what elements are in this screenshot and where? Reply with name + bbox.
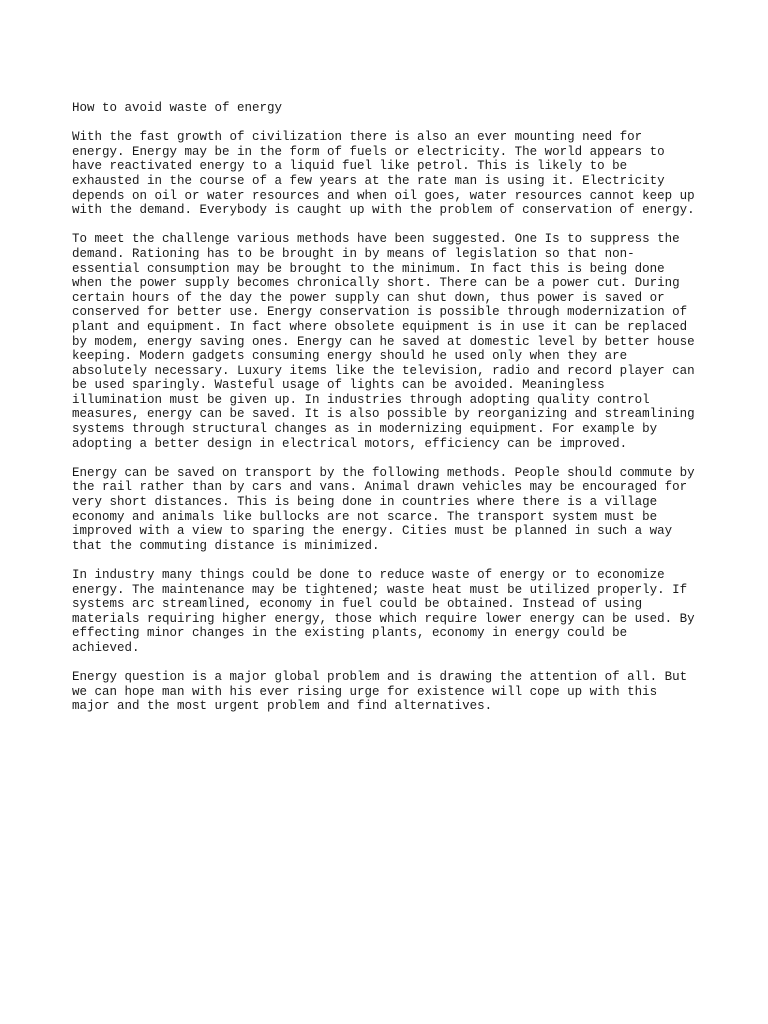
paragraph-line: Energy question is a major global problem and is drawing the attention of all. But xyxy=(72,670,688,685)
paragraph-line: with the demand. Everybody is caught up with the problem of conservation of energy. xyxy=(72,203,695,218)
paragraph-line: certain hours of the day the power supply can shut down, thus power is saved or xyxy=(72,290,665,305)
paragraph xyxy=(72,466,712,554)
paragraph-line: improved with a view to sparing the energy. Cities must be planned in such a way xyxy=(72,524,673,539)
paragraph-line: Energy can be saved on transport by the following methods. People should commute by xyxy=(72,465,695,480)
paragraph-line: measures, energy can be saved. It is also possible by reorganizing and streamlining xyxy=(72,407,695,422)
paragraph-line: by modem, energy saving ones. Energy can he saved at domestic level by better house xyxy=(72,334,695,349)
paragraph-line: illumination must be given up. In industries through adopting quality control xyxy=(72,392,650,407)
paragraph-line: effecting minor changes in the existing plants, economy in energy could be xyxy=(72,626,628,641)
paragraph-line: conserved for better use. Energy conservation is possible through modernization of xyxy=(72,305,688,320)
paragraph-line: economy and animals like bullocks are not scarce. The transport system must be xyxy=(72,509,658,524)
paragraph-line: the rail rather than by cars and vans. Animal drawn vehicles may be encouraged for xyxy=(72,480,688,495)
paragraph-line: systems through structural changes as in modernizing equipment. For example by xyxy=(72,422,658,437)
paragraph-line: demand. Rationing has to be brought in by means of legislation so that non- xyxy=(72,246,635,261)
paragraph-line: energy. Energy may be in the form of fuels or electricity. The world appears to xyxy=(72,144,665,159)
paragraph-line: that the commuting distance is minimized. xyxy=(72,538,380,553)
paragraph-line: adopting a better design in electrical motors, efficiency can be improved. xyxy=(72,436,628,451)
paragraph-line: materials requiring higher energy, those which require lower energy can be used. By xyxy=(72,611,695,626)
document-body xyxy=(72,130,712,714)
paragraph-line: we can hope man with his ever rising urge for existence will cope up with this xyxy=(72,684,658,699)
paragraph-line: energy. The maintenance may be tightened; waste heat must be utilized properly. If xyxy=(72,582,688,597)
paragraph-line: major and the most urgent problem and find alternatives. xyxy=(72,699,493,714)
paragraph-line: systems arc streamlined, economy in fuel could be obtained. Instead of using xyxy=(72,597,643,612)
document-title: How to avoid waste of energy xyxy=(72,101,283,115)
paragraph-line: essential consumption may be brought to the minimum. In fact this is being done xyxy=(72,261,665,276)
paragraph-line: keeping. Modern gadgets consuming energy should he used only when they are xyxy=(72,349,628,364)
paragraph xyxy=(72,232,712,451)
paragraph-line: very short distances. This is being done in countries where there is a village xyxy=(72,495,658,510)
paragraph-line: absolutely necessary. Luxury items like the television, radio and record player can xyxy=(72,363,695,378)
paragraph-line: With the fast growth of civilization there is also an ever mounting need for xyxy=(72,130,643,145)
paragraph-line: achieved. xyxy=(72,640,140,655)
paragraph-line: depends on oil or water resources and when oil goes, water resources cannot keep up xyxy=(72,188,695,203)
document-page xyxy=(72,101,712,729)
paragraph-line: To meet the challenge various methods have been suggested. One Is to suppress the xyxy=(72,232,680,247)
paragraph-line: when the power supply becomes chronically short. There can be a power cut. During xyxy=(72,276,680,291)
paragraph xyxy=(72,130,712,218)
paragraph-line: have reactivated energy to a liquid fuel like petrol. This is likely to be xyxy=(72,159,628,174)
paragraph-line: In industry many things could be done to reduce waste of energy or to economize xyxy=(72,568,665,582)
paragraph xyxy=(72,670,712,714)
paragraph-line: plant and equipment. In fact where obsolete equipment is in use it can be replaced xyxy=(72,319,688,334)
paragraph-line: exhausted in the course of a few years at the rate man is using it. Electricity xyxy=(72,173,665,188)
paragraph-line: be used sparingly. Wasteful usage of lights can be avoided. Meaningless xyxy=(72,378,605,393)
paragraph xyxy=(72,568,712,656)
